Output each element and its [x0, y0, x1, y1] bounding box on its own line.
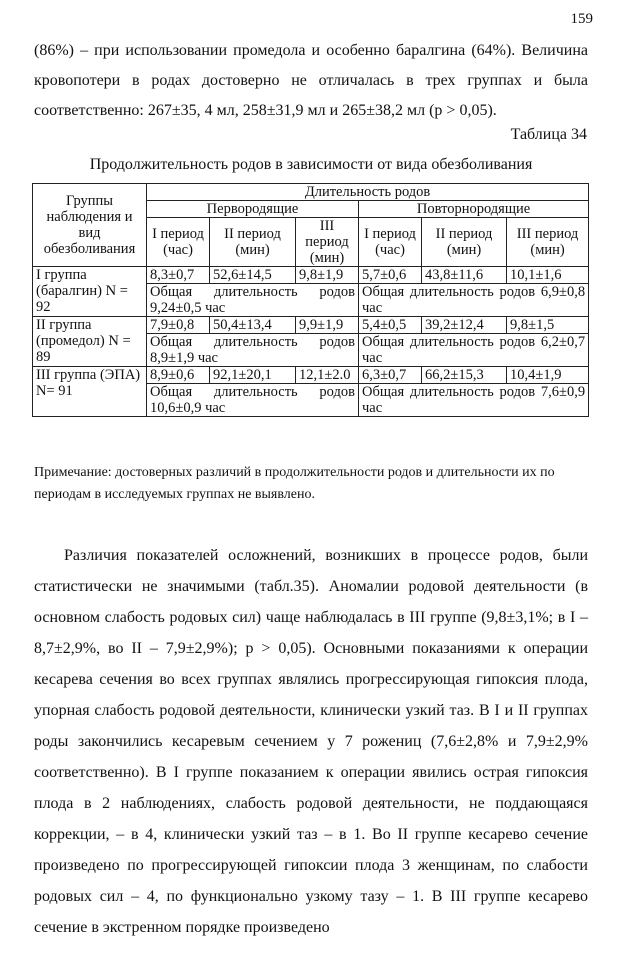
value-cell: 12,1±2.0 — [296, 367, 359, 384]
value-cell: 39,2±12,4 — [422, 317, 507, 334]
total-duration-cell: Общая длительность родов 7,6±0,9 час — [359, 384, 589, 417]
group-header: Группы наблюдения и вид обезболивания — [33, 184, 147, 267]
table-note: Примечание: достоверных различий в продолжительности родов и длительности их по периодам в исследуемых группах не выявлено. — [34, 465, 555, 502]
total-duration-cell: Общая длительность родов 9,24±0,5 час — [147, 284, 359, 317]
page-number: 159 — [570, 11, 593, 27]
main-paragraph: Различия показателей осложнений, возникших в процессе родов, были статистически не значимыми (табл.35). Аномалии родовой деятельности (в основном слабость родовых сил) чаще наблюдалась в III группе (9,8±3,1%; в I – 8,7±2,9%, во II – 7,9±2,9%); p > 0,05). Основными показаниями к операции кесарева сечения во всех группах являлись прогрессирующая гипоксия плода, упорная слабость родовой деятельности, клинически узкий таз. В I и II группах роды закончились кесаревым сечением у 7 рожениц (7,6±2,8% и 7,9±2,9% соответственно). В I группе показанием к операции явились острая гипоксия плода в 2 наблюдениях, слабость родовой деятельности, не поддающаяся коррекции, – в 4, клинически узкий таз – в 1. Во II группе кесарево сечение произведено по прогрессирующей гипоксии плода 3 женщинам, по слабости родовых сил – 4, по функционально узкому тазу – 1. В III группе кесарево сечение в экстренном порядке произведено — [34, 547, 588, 936]
value-cell: 5,4±0,5 — [359, 317, 422, 334]
period-header: I период (час) — [359, 218, 422, 267]
total-duration-cell: Общая длительность родов 6,9±0,8 час — [359, 284, 589, 317]
value-cell: 92,1±20,1 — [210, 367, 296, 384]
multiparous-header: Повторнородящие — [359, 201, 589, 218]
value-cell: 9,8±1,9 — [296, 267, 359, 284]
value-cell: 6,3±0,7 — [359, 367, 422, 384]
value-cell: 9,8±1,5 — [507, 317, 589, 334]
period-header: III период (мин) — [507, 218, 589, 267]
value-cell: 52,6±14,5 — [210, 267, 296, 284]
value-cell: 7,9±0,8 — [147, 317, 210, 334]
total-duration-cell: Общая длительность родов 6,2±0,7 час — [359, 334, 589, 367]
intro-paragraph: (86%) – при использовании промедола и особенно баралгина (64%). Величина кровопотери в родах достоверно не отличалась в трех группах и была соответственно: 267±35, 4 мл, 258±31,9 мл и 265±38,2 мл (p > 0,05). — [34, 42, 588, 119]
value-cell: 10,4±1,9 — [507, 367, 589, 384]
value-cell: 10,1±1,6 — [507, 267, 589, 284]
period-header: I период (час) — [147, 218, 210, 267]
total-duration-cell: Общая длительность родов 10,6±0,9 час — [147, 384, 359, 417]
group-cell: I группа (баралгин) N = 92 — [33, 267, 147, 317]
table-row — [33, 367, 589, 384]
table-row — [33, 317, 589, 334]
value-cell: 8,3±0,7 — [147, 267, 210, 284]
primiparous-header: Первородящие — [147, 201, 359, 218]
duration-table — [32, 183, 589, 417]
value-cell: 5,7±0,6 — [359, 267, 422, 284]
duration-header: Длительность родов — [147, 184, 589, 201]
value-cell: 43,8±11,6 — [422, 267, 507, 284]
period-header: III период (мин) — [296, 218, 359, 267]
table-label: Таблица 34 — [510, 126, 587, 143]
group-cell: III группа (ЭПА) N= 91 — [33, 367, 147, 417]
period-header: II период (мин) — [210, 218, 296, 267]
table-row — [33, 267, 589, 284]
value-cell: 50,4±13,4 — [210, 317, 296, 334]
value-cell: 8,9±0,6 — [147, 367, 210, 384]
total-duration-cell: Общая длительность родов 8,9±1,9 час — [147, 334, 359, 367]
period-header: II период (мин) — [422, 218, 507, 267]
value-cell: 9,9±1,9 — [296, 317, 359, 334]
group-cell: II группа (промедол) N = 89 — [33, 317, 147, 367]
table-caption: Продолжительность родов в зависимости от вида обезболивания — [89, 156, 533, 173]
value-cell: 66,2±15,3 — [422, 367, 507, 384]
